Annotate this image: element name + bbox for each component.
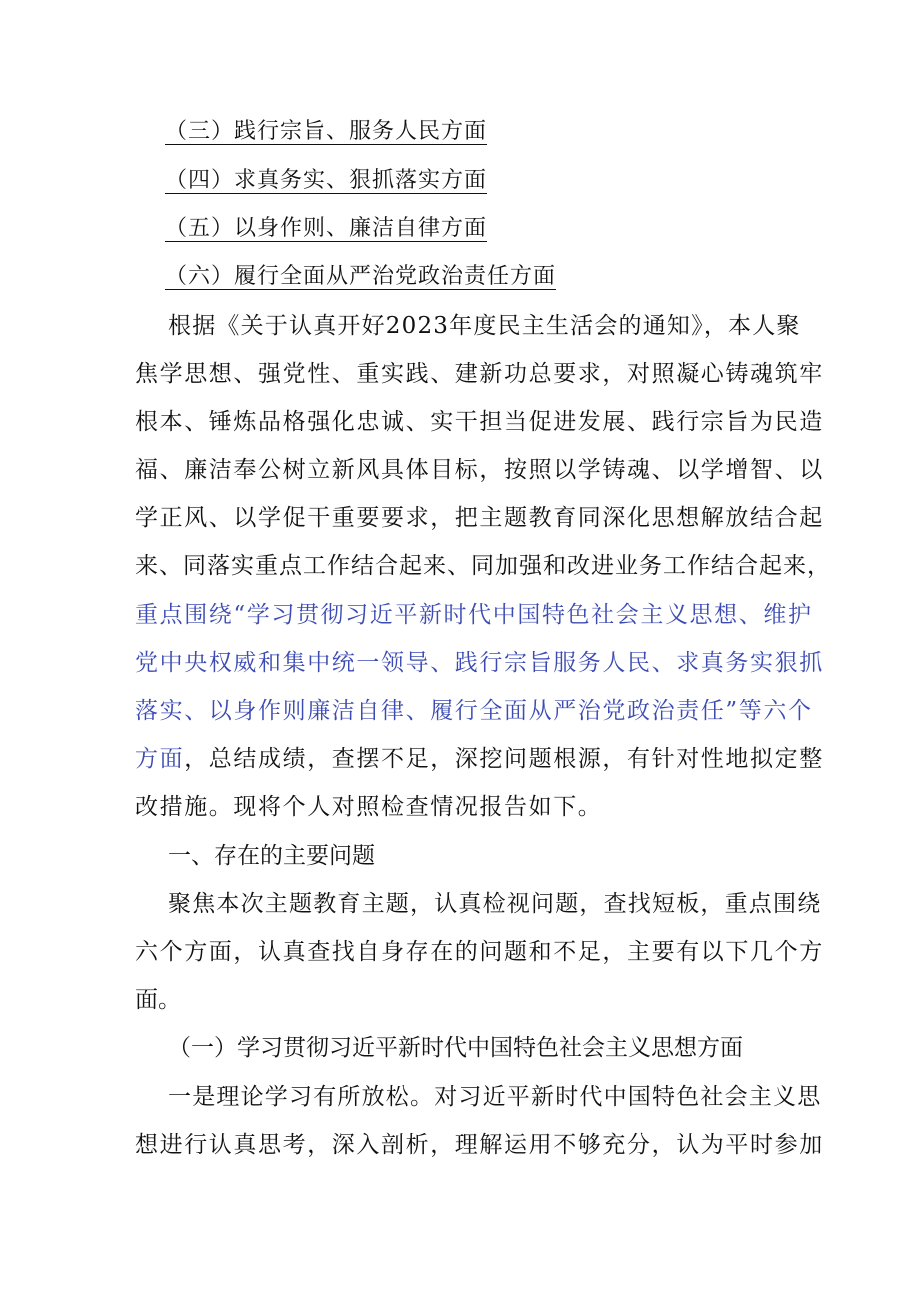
intro-line-1: 根据《关于认真开好2023年度民主生活会的通知》，本人聚 xyxy=(168,313,801,339)
intro-line-4: 福、廉洁奉公树立新风具体目标，按照以学铸魂、以学增智、以 xyxy=(135,457,824,483)
subsection-1-heading: （一）学习贯彻习近平新时代中国特色社会主义思想方面 xyxy=(168,1035,743,1061)
intro-line-6: 来、同落实重点工作结合起来、同加强和改进业务工作结合起来， xyxy=(135,553,831,579)
section-1-line-2: 六个方面，认真查找自身存在的问题和不足，主要有以下几个方 xyxy=(135,939,824,965)
toc-item-3: （三）践行宗旨、服务人民方面 xyxy=(165,119,488,144)
intro-line-8-highlight: 党中央权威和集中统一领导、践行宗旨服务人民、求真务实狠抓 xyxy=(135,650,824,676)
intro-line-7-highlight: 重点围绕“学习贯彻习近平新时代中国特色社会主义思想、维护 xyxy=(135,602,813,628)
section-1-heading: 一、存在的主要问题 xyxy=(168,843,375,869)
intro-line-11: 改措施。现将个人对照检查情况报告如下。 xyxy=(135,794,603,820)
intro-line-9-highlight: 落实、以身作则廉洁自律、履行全面从严治党政治责任”等六个 xyxy=(135,698,813,724)
intro-line-2: 焦学思想、强党性、重实践、建新功总要求，对照凝心铸魂筑牢 xyxy=(135,361,824,387)
intro-line-5: 学正风、以学促干重要要求，把主题教育同深化思想解放结合起 xyxy=(135,505,824,531)
intro-line-10-highlight: 方面 xyxy=(135,746,185,772)
subsection-1-line-2: 想进行认真思考，深入剖析，理解运用不够充分，认为平时参加 xyxy=(135,1132,824,1158)
toc-item-4: （四）求真务实、狠抓落实方面 xyxy=(165,168,488,193)
subsection-1-line-1: 一是理论学习有所放松。对习近平新时代中国特色社会主义思 xyxy=(168,1084,822,1110)
section-1-line-1: 聚焦本次主题教育主题，认真检视问题，查找短板，重点围绕 xyxy=(168,891,822,917)
toc-item-6: （六）履行全面从严治党政治责任方面 xyxy=(165,264,557,289)
intro-line-10 xyxy=(135,744,824,774)
intro-line-3: 根本、锤炼品格强化忠诚、实干担当促进发展、践行宗旨为民造 xyxy=(135,409,824,435)
intro-line-10-rest: ，总结成绩，查摆不足，深挖问题根源，有针对性地拟定整 xyxy=(184,746,824,772)
toc-item-5: （五）以身作则、廉洁自律方面 xyxy=(165,216,488,241)
section-1-line-3: 面。 xyxy=(135,987,181,1013)
